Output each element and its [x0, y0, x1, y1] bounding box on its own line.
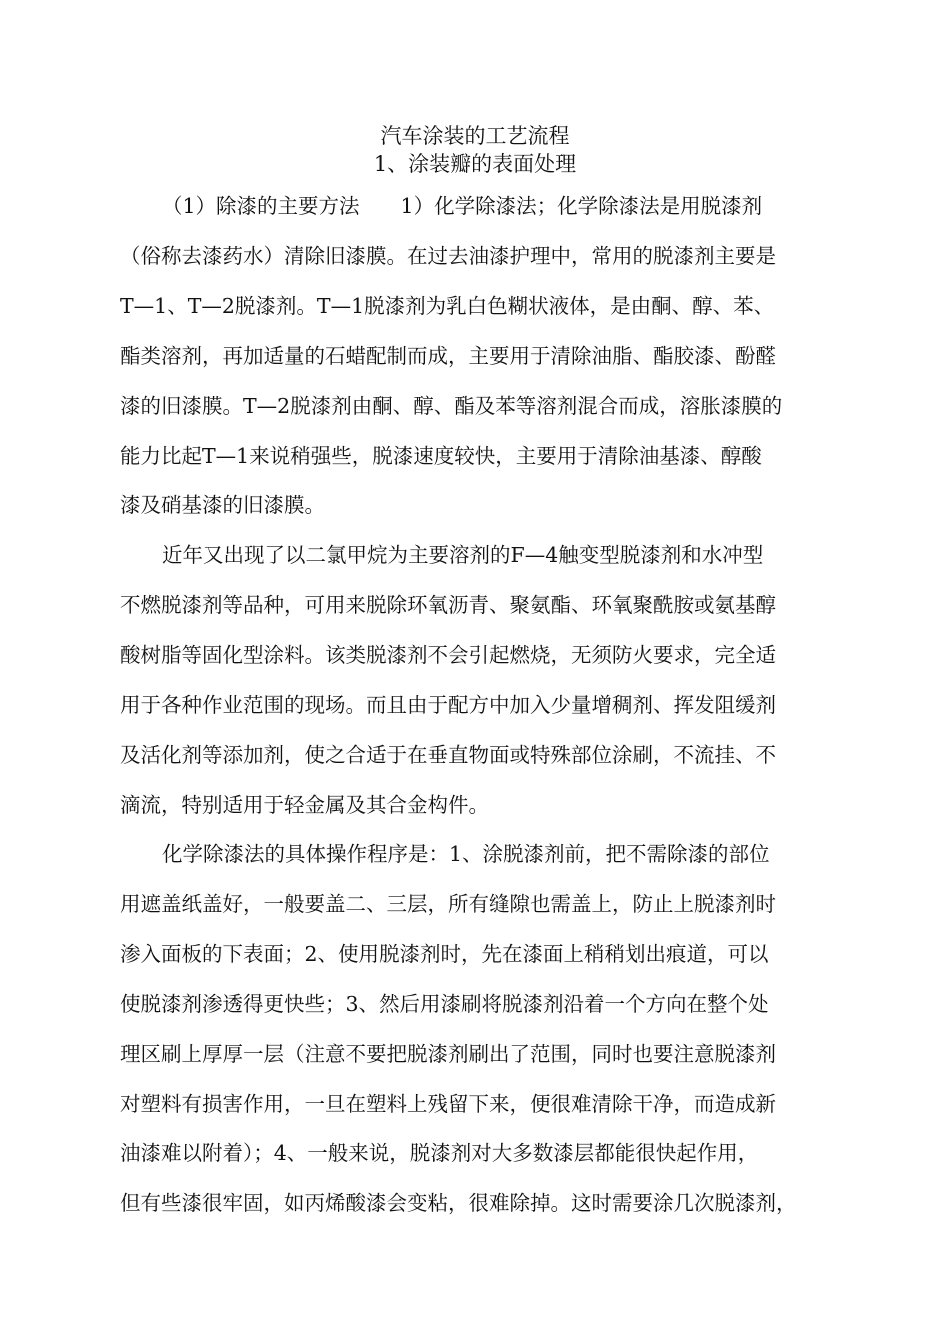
body-line: 能力比起T—1来说稍强些，脱漆速度较快，主要用于清除油基漆、醇酸	[120, 444, 762, 468]
body-line: 对塑料有损害作用，一旦在塑料上残留下来，便很难清除干净，而造成新	[120, 1092, 776, 1116]
section-heading: 1、涂装瓣的表面处理	[373, 152, 577, 176]
body-line: 理区刷上厚厚一层（注意不要把脱漆剂刷出了范围，同时也要注意脱漆剂	[120, 1042, 776, 1066]
body-line: 近年又出现了以二氯甲烷为主要溶剂的F—4触变型脱漆剂和水冲型	[162, 543, 764, 567]
body-line: （1）除漆的主要方法 1）化学除漆法；化学除漆法是用脱漆剂	[162, 194, 763, 218]
body-line: 及活化剂等添加剂，使之合适于在垂直物面或特殊部位涂刷，不流挂、不	[120, 743, 776, 767]
body-line: 油漆难以附着）；4、一般来说，脱漆剂对大多数漆层都能很快起作用，	[120, 1141, 759, 1165]
body-line: 用遮盖纸盖好，一般要盖二、三层，所有缝隙也需盖上，防止上脱漆剂时	[120, 892, 776, 916]
body-line: 漆及硝基漆的旧漆膜。	[120, 493, 325, 517]
body-line: 用于各种作业范围的现场。而且由于配方中加入少量增稠剂、挥发阻缓剂	[120, 693, 776, 717]
body-line: 不燃脱漆剂等品种，可用来脱除环氧沥青、聚氨酯、环氧聚酰胺或氨基醇	[120, 593, 776, 617]
body-line: （俗称去漆药水）清除旧漆膜。在过去油漆护理中，常用的脱漆剂主要是	[120, 244, 776, 268]
body-line: 滴流，特别适用于轻金属及其合金构件。	[120, 793, 489, 817]
document-title: 汽车涂装的工艺流程	[380, 124, 570, 148]
body-line: 漆的旧漆膜。T—2脱漆剂由酮、醇、酯及苯等溶剂混合而成，溶胀漆膜的	[120, 394, 783, 418]
body-line: 使脱漆剂渗透得更快些；3、然后用漆刷将脱漆剂沿着一个方向在整个处	[120, 992, 769, 1016]
body-line: 但有些漆很牢固，如丙烯酸漆会变粘，很难除掉。这时需要涂几次脱漆剂，	[120, 1191, 797, 1215]
body-line: 酯类溶剂，再加适量的石蜡配制而成，主要用于清除油脂、酯胶漆、酚醛	[120, 344, 776, 368]
body-line: T—1、T—2脱漆剂。T—1脱漆剂为乳白色糊状液体，是由酮、醇、苯、	[120, 294, 775, 318]
body-line: 化学除漆法的具体操作程序是：1、涂脱漆剂前，把不需除漆的部位	[162, 842, 770, 866]
body-line: 渗入面板的下表面；2、使用脱漆剂时，先在漆面上稍稍划出痕道，可以	[120, 942, 769, 966]
body-line: 酸树脂等固化型涂料。该类脱漆剂不会引起燃烧，无须防火要求，完全适	[120, 643, 776, 667]
